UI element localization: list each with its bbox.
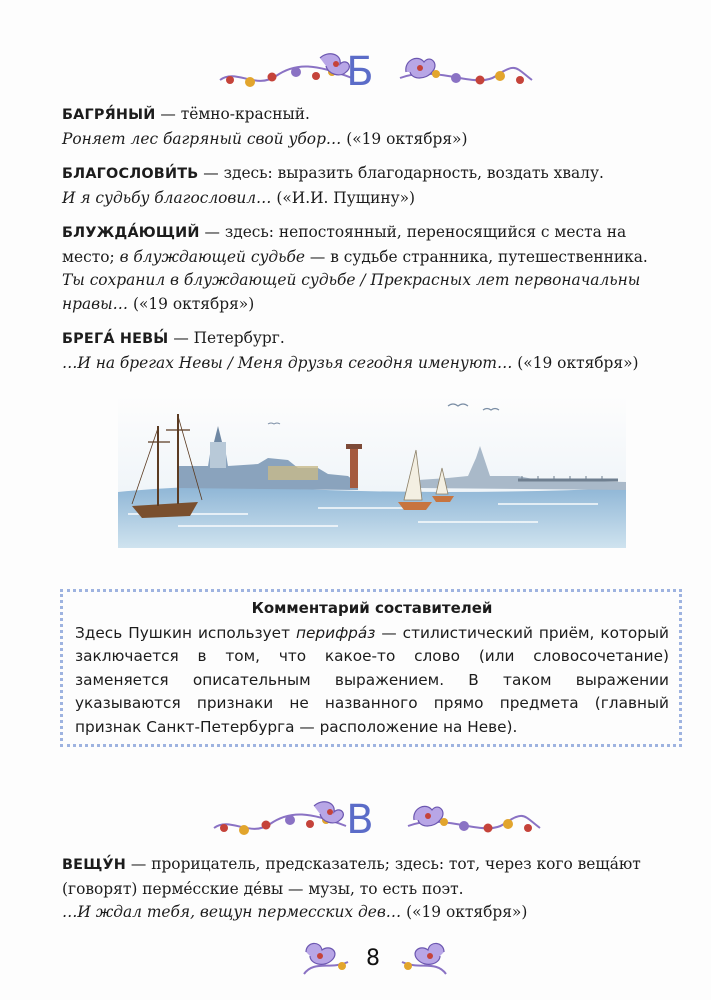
floral-ornament-left	[300, 940, 356, 980]
dictionary-entry	[62, 221, 662, 316]
compilers-comment-box	[60, 589, 682, 747]
floral-ornament-right	[394, 940, 450, 980]
dictionary-entry	[62, 327, 662, 375]
definition: — здесь: выразить благодарность, воздать хвалу.	[198, 164, 604, 182]
quote-source: («19 октября»)	[401, 903, 528, 921]
section-b-entries	[62, 103, 662, 386]
section-header-b	[0, 42, 711, 102]
page-number: 8	[366, 946, 380, 971]
dictionary-entry	[62, 162, 662, 210]
quote-source: («19 октября»)	[512, 353, 639, 372]
quote-source: («И.И. Пущину»)	[271, 188, 416, 207]
definition: — здесь: непостоянный, переносящийся с места на место;	[62, 223, 627, 266]
comment-term: перифра́з	[296, 623, 376, 642]
comment-text-rest: — стилистический приём, который заключается в том, что какое-то слово (или словосочетание) заменяется описательным выражением. В таком выражении указываются признаки не названного прямо предмета (главный признак Санкт-Петербурга — расположение на Неве).	[75, 623, 669, 736]
neva-embankment-illustration	[118, 396, 626, 548]
quote: Роняет лес багряный свой убор…	[62, 129, 342, 148]
section-letter: Б	[346, 49, 374, 95]
floral-ornament-left	[210, 798, 350, 842]
quote: …И на брегах Невы / Меня друзья сегодня именуют…	[62, 353, 513, 372]
headword: БЛАГОСЛОВИ́ТЬ	[62, 166, 199, 182]
section-header-v	[0, 790, 711, 850]
comment-text	[75, 622, 669, 740]
quote: И я судьбу благословил…	[62, 188, 272, 207]
definition: — тёмно-красный.	[155, 105, 310, 123]
headword: ВЕЩУ́Н	[62, 857, 127, 873]
phrase-definition: — в судьбе странника, путешественника.	[305, 247, 648, 266]
definition: — прорицатель, предсказатель; здесь: тот, через кого веща́ют (говорят) перме́сские де́вы — музы, то есть поэт.	[62, 855, 641, 898]
headword: БАГРЯ́НЫЙ	[62, 107, 156, 123]
section-letter: В	[346, 797, 374, 843]
comment-title: Комментарий составителей	[251, 599, 493, 617]
dictionary-entry	[62, 103, 662, 151]
comment-text-start: Здесь Пушкин использует	[75, 623, 296, 642]
quote: Ты сохранил в блуждающей судьбе / Прекрасных лет первоначальны нравы…	[62, 271, 641, 313]
page-footer	[0, 938, 711, 982]
quote-source: («19 октября»)	[128, 294, 255, 313]
quote-source: («19 октября»)	[341, 129, 468, 148]
dictionary-entry	[62, 853, 662, 925]
section-v-entries	[62, 853, 662, 936]
quote: …И ждал тебя, вещун пермесских дев…	[62, 903, 402, 921]
floral-ornament-right	[404, 798, 544, 842]
phrase: в блуждающей судьбе	[114, 247, 306, 266]
headword: БРЕГА́ НЕВЫ́	[62, 331, 169, 347]
definition: — Петербург.	[168, 329, 285, 347]
floral-ornament-right	[396, 50, 536, 94]
headword: БЛУЖДА́ЮЩИЙ	[62, 225, 200, 241]
